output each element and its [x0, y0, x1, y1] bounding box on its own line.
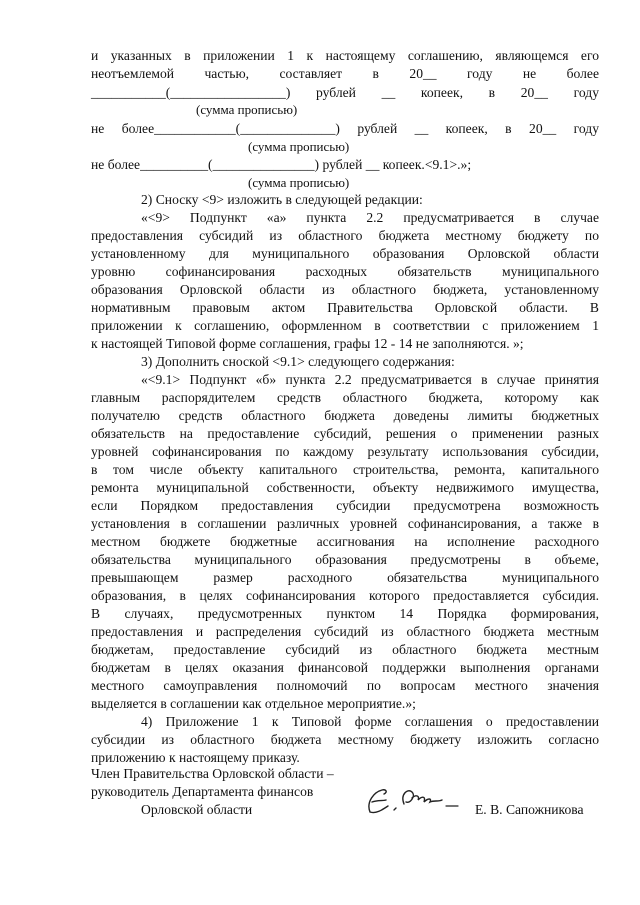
- paragraph-3-heading: 3) Дополнить сноской <9.1> следующего содержания:: [141, 354, 455, 369]
- text-line: «<9.1> Подпункт «б» пункта 2.2 предусматривается в случае принятия: [141, 372, 599, 387]
- text-line: не более____________(______________) рублей __ копеек, в 20__ году: [91, 121, 599, 136]
- text-line: выделяется в соглашении как отдельное мероприятие.»;: [91, 696, 416, 711]
- text-line: получателю средств областного бюджета доведены лимиты бюджетных: [91, 408, 599, 423]
- text-line: обязательства муниципального образования предусмотрены в объеме,: [91, 552, 599, 567]
- signatory-position-line1: Член Правительства Орловской области –: [91, 766, 334, 781]
- text-line: в том числе объекту капитального строительства, ремонта, капитального: [91, 462, 599, 477]
- text-line: нормативным правовым актом Правительства Орловской области. В: [91, 300, 599, 315]
- caption-amount-in-words: (сумма прописью): [248, 139, 350, 154]
- paragraph-2-heading: 2) Сноску <9> изложить в следующей редакции:: [141, 192, 423, 207]
- paragraph-4-heading: 4) Приложение 1 к Типовой форме соглашения о предоставлении: [141, 714, 599, 729]
- text-line: приложению к настоящему приказу.: [91, 750, 300, 765]
- signatory-position-line3: Орловской области: [141, 802, 253, 817]
- text-line: образования Орловской области из областного бюджета, установленному: [91, 282, 599, 297]
- text-line: если Порядком предоставления субсидии предусмотрена возможность: [91, 498, 599, 513]
- caption-amount-in-words: (сумма прописью): [196, 102, 298, 117]
- text-line: и указанных в приложении 1 к настоящему соглашению, являющемся его: [91, 48, 599, 63]
- text-line: ремонта муниципальной собственности, объекту недвижимого имущества,: [91, 480, 599, 495]
- text-line: уровню софинансирования расходных обязательств муниципального: [91, 264, 599, 279]
- text-line: обязательств на предоставление субсидий, решения о применении разных: [91, 426, 599, 441]
- text-line: бюджетам в целях оказания финансовой поддержки выполнения органами: [91, 660, 599, 675]
- text-line: уровней софинансирования по каждому результату использования субсидии,: [91, 444, 599, 459]
- text-line: установленному для муниципального образования Орловской области: [91, 246, 599, 261]
- text-line: неотъемлемой частью, составляет в 20__ году не более: [91, 66, 599, 81]
- handwritten-signature: [360, 780, 460, 820]
- text-line: образования, в целях софинансирования которого предоставляется субсидия.: [91, 588, 599, 603]
- text-line: превышающем размер расходного обязательства муниципального: [91, 570, 599, 585]
- text-line: не более__________(_______________) рублей __ копеек.<9.1>.»;: [91, 157, 472, 172]
- signatory-position-line2: руководитель Департамента финансов: [91, 784, 314, 799]
- text-line: местном бюджете бюджетные ассигнования на исполнение расходного: [91, 534, 599, 549]
- signatory-name: Е. В. Сапожникова: [475, 802, 584, 817]
- text-line: предоставления субсидий из областного бюджета местному бюджету по: [91, 228, 599, 243]
- text-line: субсидии из областного бюджета местному бюджету изложить согласно: [91, 732, 599, 747]
- text-line: «<9> Подпункт «а» пункта 2.2 предусматривается в случае: [141, 210, 599, 225]
- text-line: установления в соглашении различных уровней софинансирования, а также в: [91, 516, 599, 531]
- text-line: бюджетам, предоставление субсидий из областного бюджета местным: [91, 642, 599, 657]
- text-line: местного самоуправления полномочий по вопросам местного значения: [91, 678, 599, 693]
- text-line: В случаях, предусмотренных пунктом 14 Порядка формирования,: [91, 606, 599, 621]
- text-line: главным распорядителем средств областного бюджета, которому как: [91, 390, 599, 405]
- text-line: ___________(_________________) рублей __ копеек, в 20__ году: [91, 85, 599, 100]
- text-line: предоставления и распределения субсидий из областного бюджета местным: [91, 624, 599, 639]
- text-line: приложении к соглашению, оформленном в соответствии с приложением 1: [91, 318, 599, 333]
- text-line: к настоящей Типовой форме соглашения, графы 12 - 14 не заполняются. »;: [91, 336, 524, 351]
- caption-amount-in-words: (сумма прописью): [248, 175, 350, 190]
